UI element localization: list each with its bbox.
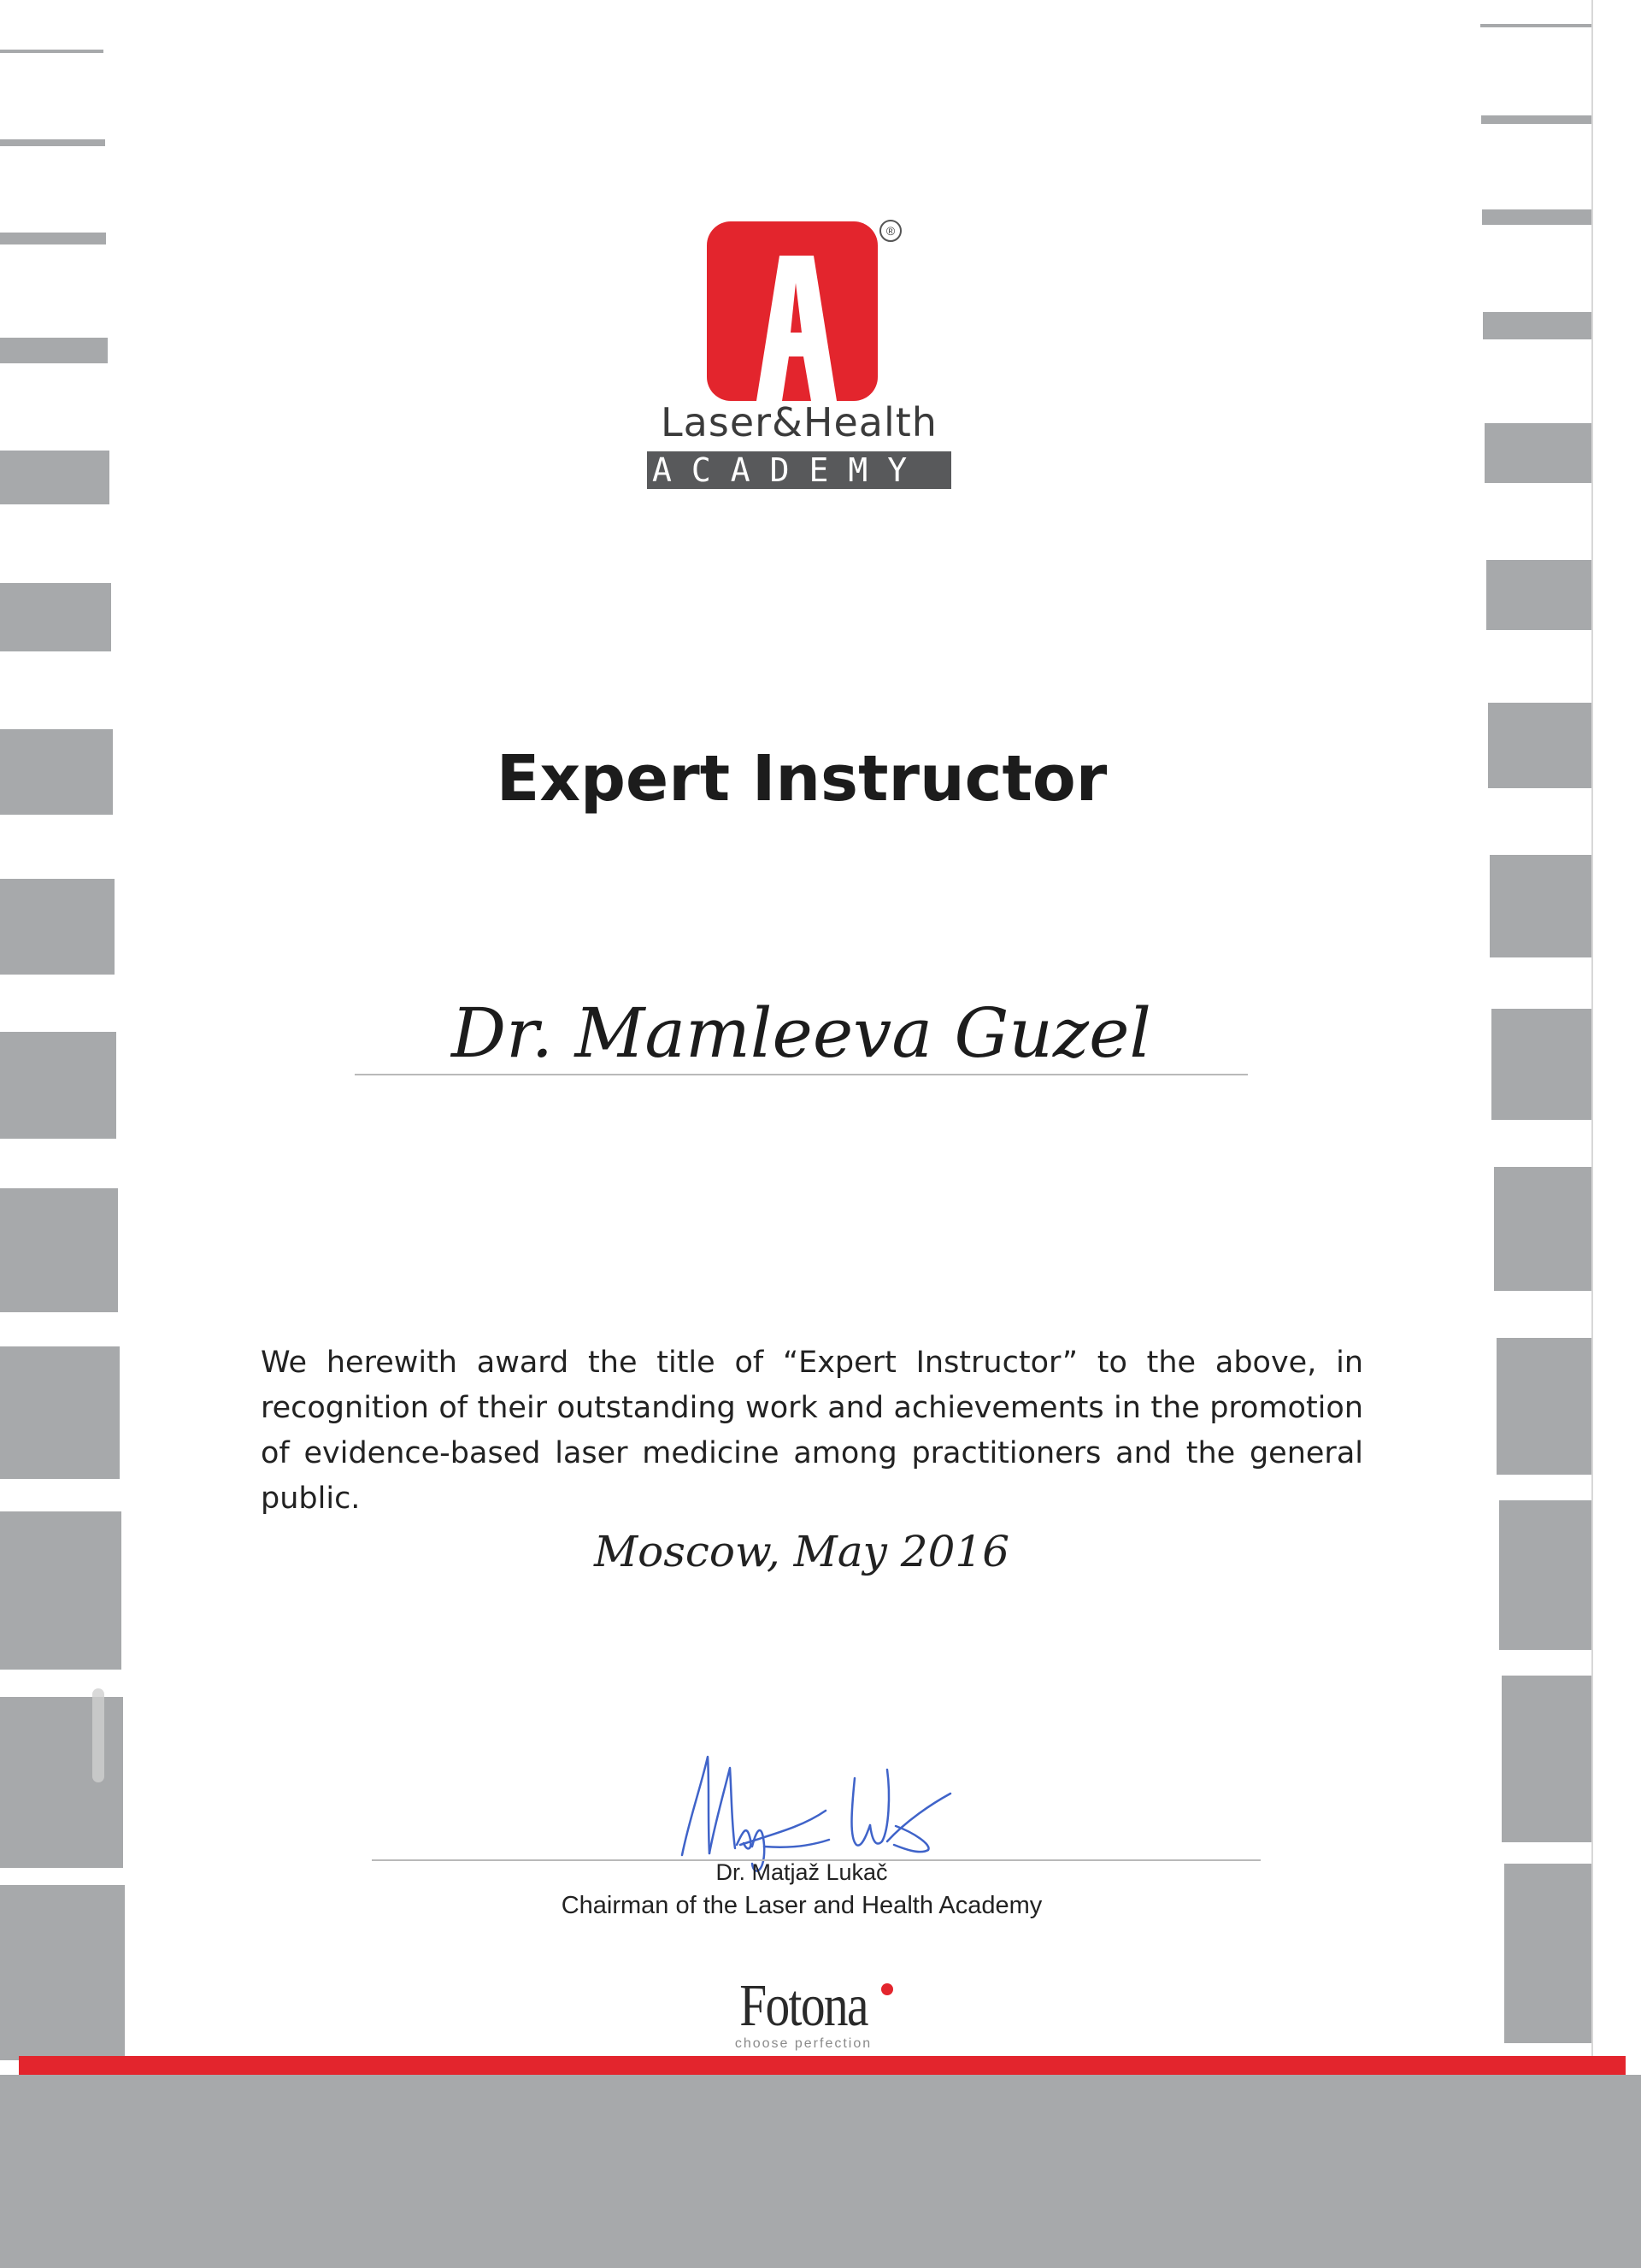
place-and-date: Moscow, May 2016 [593, 1527, 1010, 1576]
registered-mark: ® [879, 220, 902, 242]
stripe [0, 879, 115, 975]
signatory-name: Dr. Matjaž Lukač [715, 1859, 888, 1885]
logo-subtitle: ACADEMY [647, 451, 951, 489]
fotona-dot-icon [881, 1983, 893, 1995]
stripe [1482, 209, 1591, 225]
stripe [1497, 1338, 1591, 1475]
stripe [1490, 855, 1591, 957]
fotona-logo [701, 1973, 906, 2067]
stripe [0, 583, 111, 651]
stripe [0, 338, 108, 363]
logo-name: Laser&Health [661, 399, 938, 445]
award-statement: We herewith award the title of “Expert Instructor” to the above, in recognition of their outstanding work and achievements in the promotion of evidence-based laser medicine among practitioners and the general public. [261, 1346, 1363, 1516]
recipient-underline [355, 1074, 1248, 1075]
paper-edge [1591, 0, 1593, 2268]
stripe [0, 451, 109, 504]
stripe [0, 50, 103, 53]
stripe [1485, 423, 1591, 483]
stripe [0, 139, 105, 146]
academy-logo [637, 218, 962, 500]
footer-red-band [19, 2056, 1626, 2075]
recipient-name: Dr. Mamleeva Guzel [450, 993, 1152, 1073]
stripe [0, 1188, 118, 1312]
stripe [1491, 1009, 1591, 1120]
stripe [1480, 24, 1591, 27]
stripe [1504, 1864, 1591, 2043]
logo-red-box [707, 221, 878, 401]
stripe [1481, 115, 1591, 124]
signatory-role: Chairman of the Laser and Health Academy [561, 1892, 1043, 1919]
stripe [1494, 1167, 1591, 1291]
stripe [1486, 560, 1591, 630]
stripe [1483, 312, 1591, 339]
footer-gray-band [0, 2075, 1641, 2268]
fotona-name: Fotona [739, 1973, 868, 2039]
stripe [1502, 1676, 1591, 1842]
stripe [0, 1346, 120, 1479]
fotona-tagline: choose perfection [734, 2036, 873, 2051]
stripe [0, 1032, 116, 1139]
certificate-title: Expert Instructor [496, 742, 1108, 816]
stripe [0, 233, 106, 244]
stripe [0, 1697, 123, 1868]
letter-a-icon [707, 221, 878, 401]
scan-smudge [92, 1688, 104, 1782]
